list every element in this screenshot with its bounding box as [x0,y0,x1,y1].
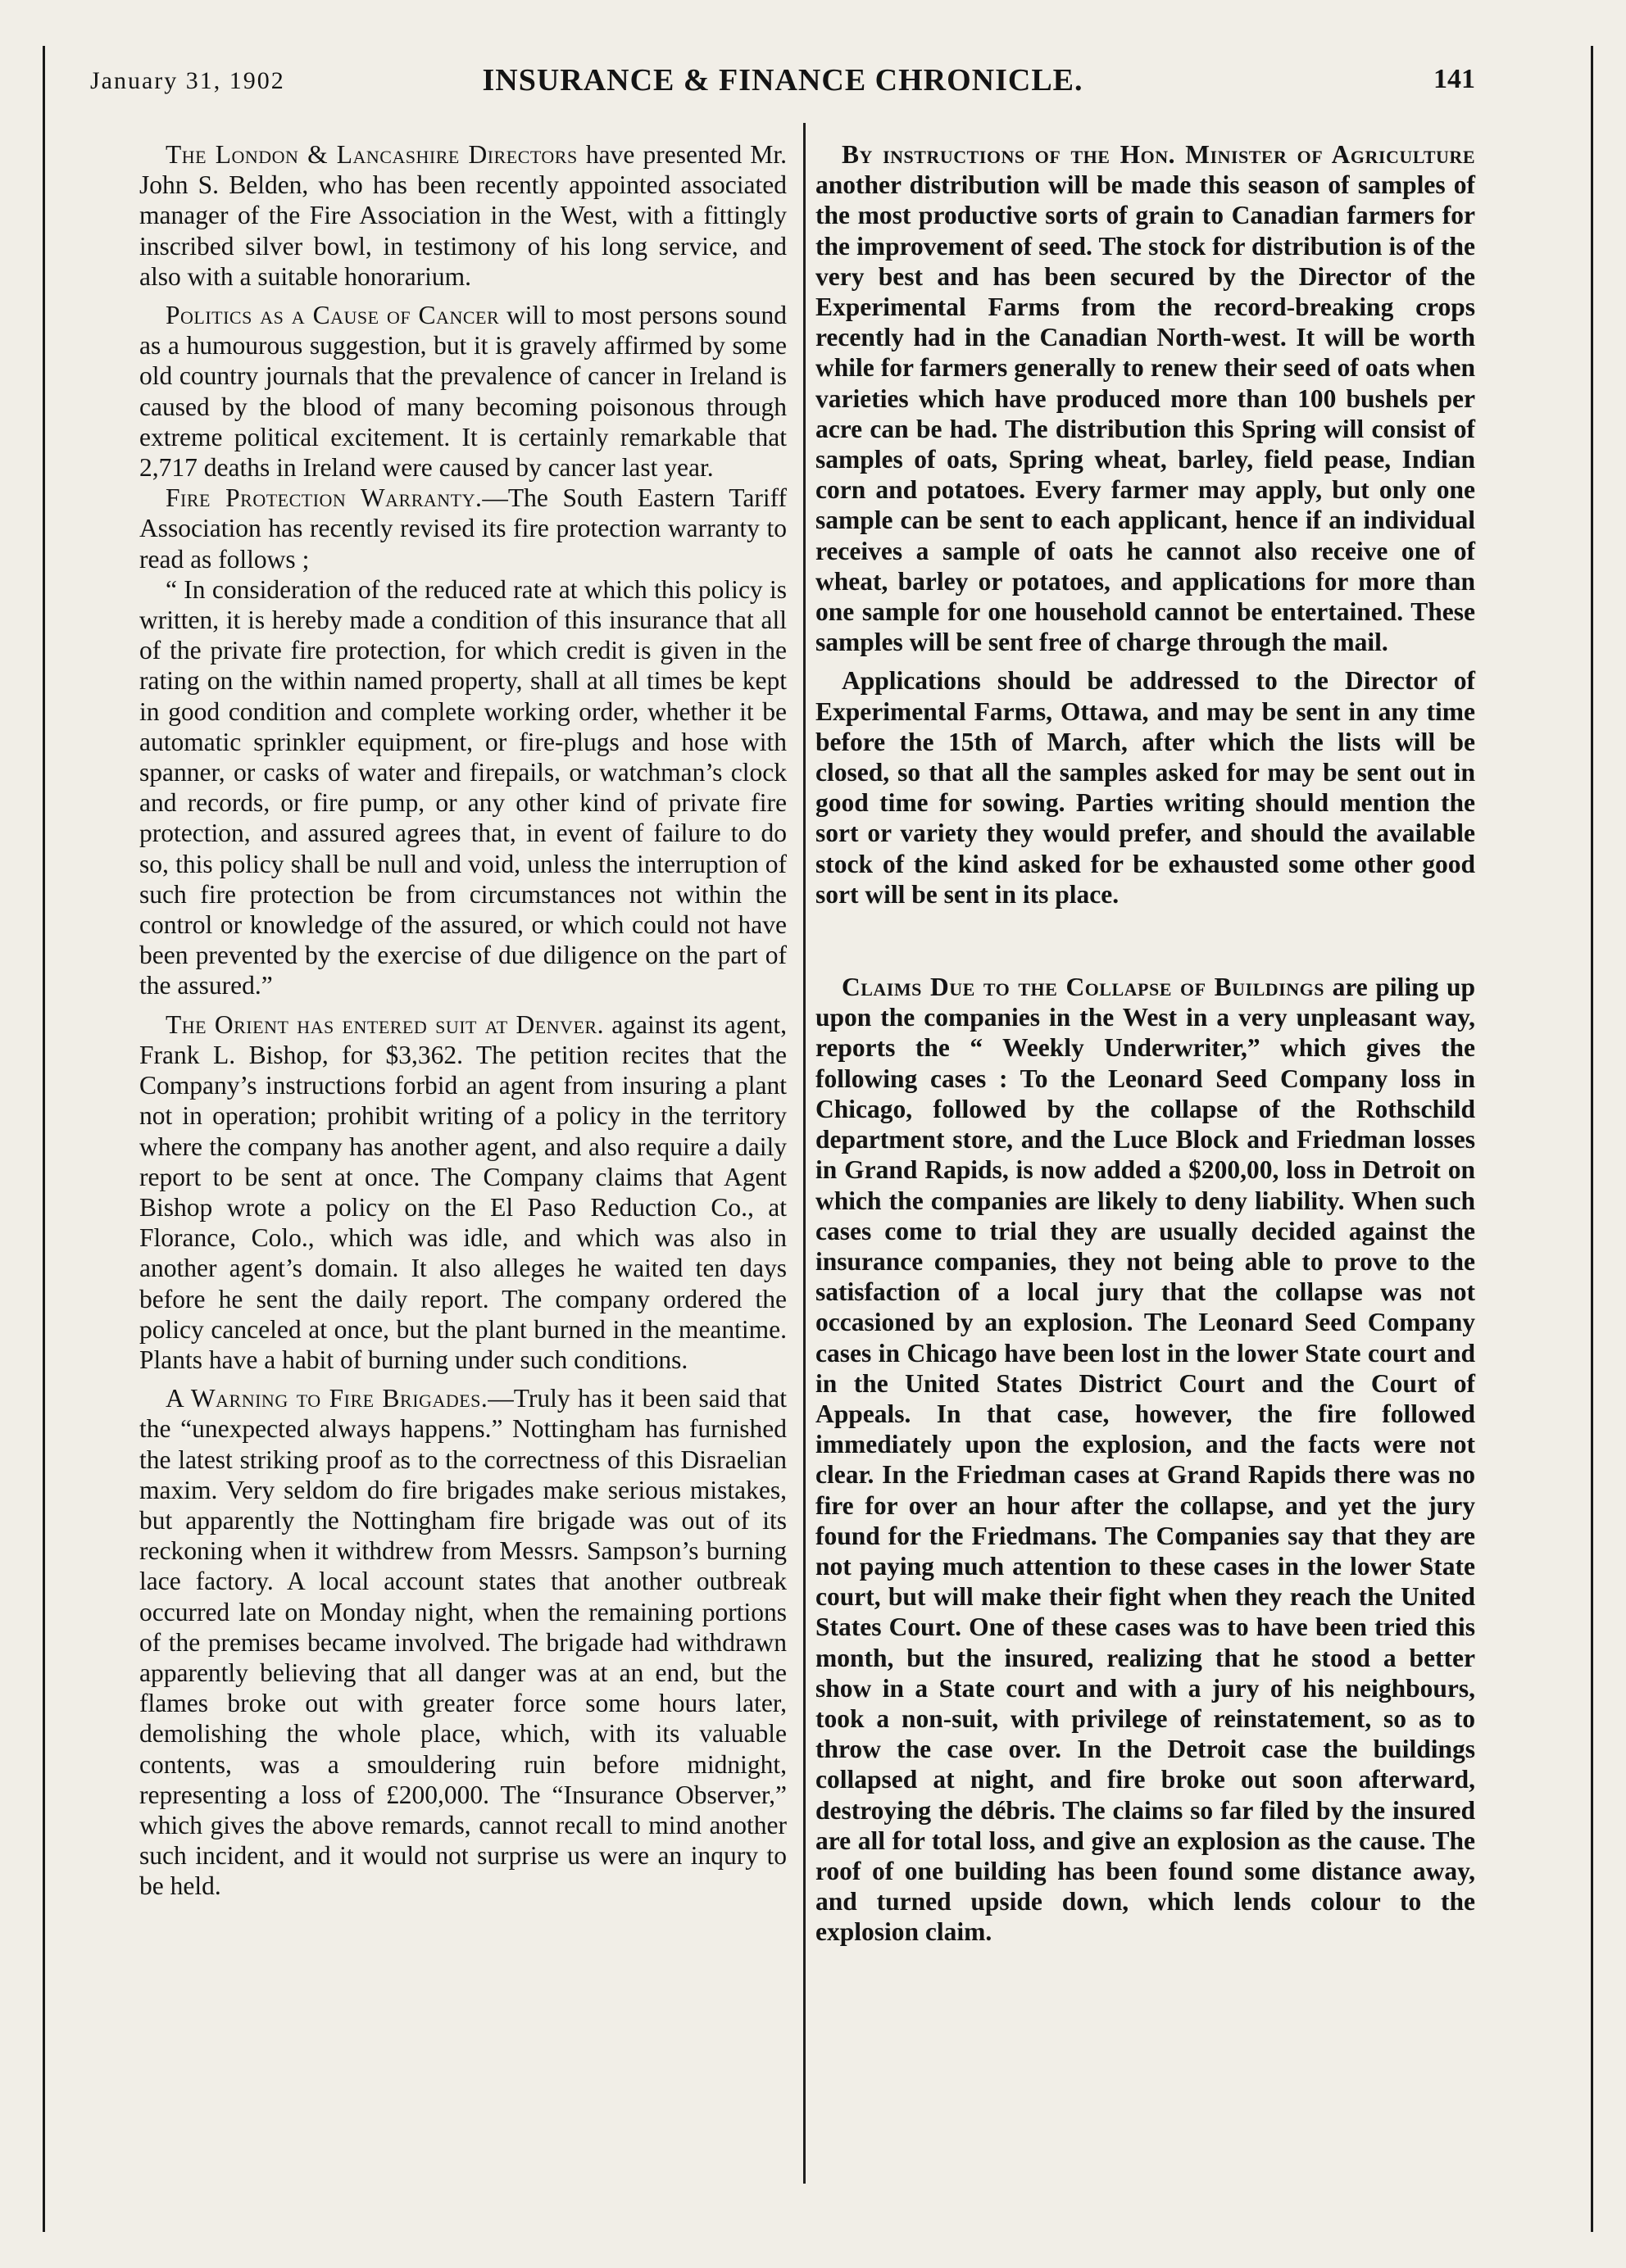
article-paragraph [815,972,1475,1948]
page-number: 141 [1433,64,1475,94]
publication-title: INSURANCE & FINANCE CHRONICLE. [482,63,1083,98]
article-body: —Truly has it been said that the “unexpected always happens.” Nottingham has furnished the latest striking proof as to the correctness of this Disraelian maxim. Very seldom do fire brigades make serious mistakes, but apparently the Nottingham fire brigade was out of its reckoning when it withdrew from Messrs. Sampson’s burning lace factory. A local account states that another outbreak occurred late on Monday night, when the remaining portions of the premises became involved. The brigade had withdrawn apparently believing that all danger was at an end, but the flames broke out with greater force some hours later, demolishing the whole place, which, with its valuable contents, was a smouldering ruin before midnight, representing a loss of £200,000. The “Insurance Observer,” which gives the above remards, cannot recall to mind another such incident, and it would not surprise us were an inqury to be held. [139,1384,787,1901]
article-paragraph [139,139,787,292]
article-lead: Fire Protection Warranty. [166,483,483,513]
article-paragraph [139,1383,787,1901]
article-lead: Claims Due to the Collapse of Buildings [842,973,1324,1002]
article-lead: A Warning to Fire Brigades. [166,1384,488,1413]
right-column [815,139,1475,1948]
article-lead: By instructions of the Hon. Minister of Agriculture [842,140,1475,169]
article-body: are piling up upon the companies in the West in a very unpleasant way, reports the “ Weekly Underwriter,” which gives the following cases : To the Leonard Seed Company loss in Chicago, followed by the collapse of the Rothschild department store, and the Luce Block and Friedman losses in Grand Rapids, is now added a $200,00, loss in Detroit on which the companies are likely to deny liability. When such cases come to trial they are usually decided against the insurance companies, they not being able to prove to the satisfaction of a local jury that the collapse was not occasioned by an explosion. The Leonard Seed Company cases in Chicago have been lost in the lower State court and in the United States District Court and the Court of Appeals. In that case, however, the fire followed immediately upon the explosion, and the facts were not clear. In the Friedman cases at Grand Rapids there was no fire for over an hour after the collapse, and yet the jury found for the Friedmans. The Companies say that they are not paying much attention to these cases in the lower State court, but will make their fight when they reach the United States Court. One of these cases was to have been tried this month, but the insured, realizing that he stood a better show in a State court and with a jury of his neighbours, took a non-suit, with privilege of reinstatement, so as to throw the case over. In the Detroit case the buildings collapsed at night, and fire broke out soon afterward, destroying the débris. The claims so far filed by the insured are all for total loss, and give an explosion as the cause. The roof of one building has been found some distance away, and turned upside down, which lends colour to the explosion claim. [815,973,1475,1947]
quoted-warranty [139,574,787,1001]
article-body: another distribution will be made this season of samples of the most productive sorts of grain to Canadian farmers for the improvement of seed. The stock for distribution is of the very best and has been secured by the Director of the Experimental Farms from the record-breaking crops recently had in the Canadian North-west. It will be worth while for farmers generally to renew their seed of oats when varieties which have produced more than 100 bushels per acre can be had. The distribution this Spring will consist of samples of oats, Spring wheat, barley, field pease, Indian corn and potatoes. Every farmer may apply, but only one sample can be sent to each applicant, hence if an individual receives a sample of oats he cannot also receive one of wheat, barley or potatoes, and applications for more than one sample for one household cannot be entertained. These samples will be sent free of charge through the mail. [815,170,1475,657]
article-paragraph [139,483,787,574]
article-lead: The London & Lancashire Directors [166,140,578,169]
article-paragraph [139,1009,787,1375]
article-body: will to most persons sound as a humourous suggestion, but it is gravely affirmed by some old country journals that the prevalence of cancer in Ireland is caused by the blood of many becoming poisonous through extreme political excitement. It is certainly remarkable that 2,717 deaths in Ireland were caused by cancer last year. [139,301,787,483]
article-paragraph [815,139,1475,657]
column-divider [803,123,806,2184]
issue-date: January 31, 1902 [90,67,285,94]
article-body: “ In consideration of the reduced rate at which this policy is written, it is hereby made a condition of this insurance that all of the private fire protection, for which credit is given in the rating on the within named property, shall at all times be kept in good condition and complete working order, whether it be automatic sprinkler equipment, or fire-plugs and hose with spanner, or casks of water and firepails, or watchman’s clock and records, or fire pump, or any other kind of private fire protection, and assured agrees that, in event of failure to do so, this policy shall be null and void, unless the interruption of such fire protection be from circumstances not within the control or knowledge of the assured, or which could not have been prevented by the exercise of due diligence on the part of the assured.” [139,574,787,1000]
article-body: against its agent, Frank L. Bishop, for $3,362. The petition recites that the Company’s instructions forbid an agent from insuring a plant not in operation; prohibit writing of a policy in the territory where the company has another agent, and also require a daily report to be sent at once. The Company claims that Agent Bishop wrote a policy on the El Paso Reduction Co., at Florance, Colo., which was idle, and which was also in another agent’s domain. It also alleges he waited ten days before he sent the daily report. The company ordered the policy canceled at once, but the plant burned in the meantime. Plants have a habit of burning under such conditions. [139,1009,787,1374]
article-paragraph [139,300,787,483]
left-column [139,139,787,1902]
article-paragraph [815,665,1475,909]
article-body: have presented Mr. John S. Belden, who has been recently appointed associated manager of the Fire Association in the West, with a fittingly inscribed silver bowl, in testimony of his long service, and also with a suitable honorarium. [139,140,788,291]
page-header [90,59,1475,108]
article-body: Applications should be addressed to the Director of Experimental Farms, Ottawa, and may be sent in any time before the 15th of March, after which the lists will be closed, so that all the samples asked for may be sent out in good time for sowing. Parties writing should mention the sort or variety they would prefer, and should the available stock of the kind asked for be exhausted some other good sort will be sent in its place. [815,666,1475,909]
article-lead: The Orient has entered suit at Denver. [166,1009,604,1039]
article-body: —The South Eastern Tariff Association has recently revised its fire protection warranty to read as follows ; [139,483,787,574]
article-lead: Politics as a Cause of Cancer [166,301,500,330]
